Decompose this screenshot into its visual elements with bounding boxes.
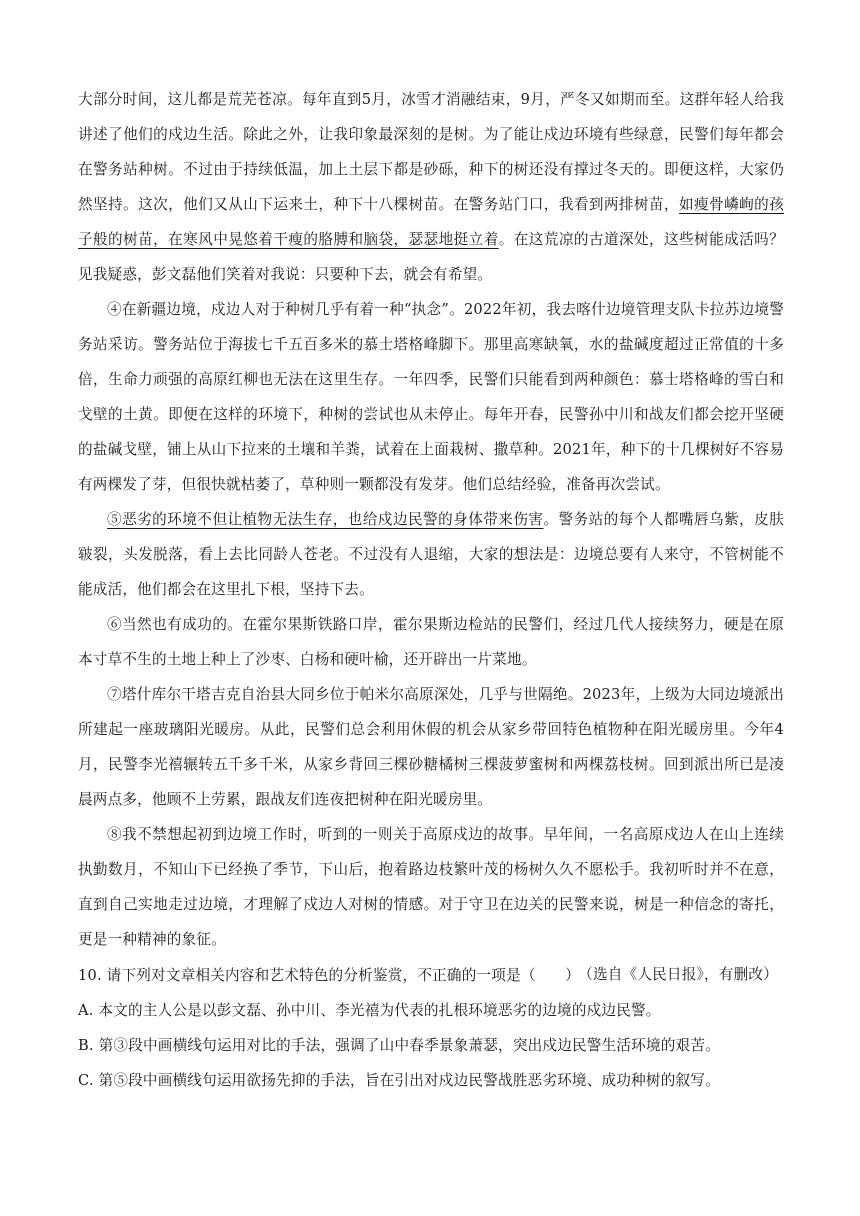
paragraph-7: ⑦塔什库尔干塔吉克自治县大同乡位于帕米尔高原深处，几乎与世隔绝。2023年，上级为大同边境派出所建起一座玻璃阳光暖房。从此，民警们总会利用休假的机会从家乡带回特色植物种在阳光暖房里。今年4月，民警李光禧辗转五千多千米，从家乡背回三棵砂糖橘树三棵菠萝蜜树和两棵荔枝树。回到派出所已是凌晨两点多，他顾不上劳累，跟战友们连夜把树种在阳光暖房里。 xyxy=(78,686,784,808)
question-stem: 10. 请下列对文章相关内容和艺术特色的分析鉴赏，不正确的一项是（ ） xyxy=(78,967,581,984)
option-b: B. 第③段中画横线句运用对比的手法，强调了山中春季景象萧瑟，突出戍边民警生活环境的艰苦。 xyxy=(78,1037,720,1054)
option-a: A. 本文的主人公是以彭文磊、孙中川、李光禧为代表的扎根环境恶劣的边境的戍边民警。 xyxy=(78,1002,661,1019)
paragraph-6: ⑥当然也有成功的。在霍尔果斯铁路口岸，霍尔果斯边检站的民警们，经过几代人接续努力，硬是在原本寸草不生的土地上种上了沙枣、白杨和硬叶榆，还开辟出一片菜地。 xyxy=(78,616,784,668)
underlined-sentence-p3: 如瘦骨嶙峋的孩子般的树苗，在寒风中晃悠着干瘦的胳膊和脑袋，瑟瑟地挺立着 xyxy=(78,196,784,248)
question-block xyxy=(78,958,784,1098)
paragraph-8: ⑧我不禁想起初到边境工作时，听到的一则关于高原戍边的故事。早年间，一名高原戍边人在山上连续执勤数月，不知山下已经换了季节，下山后，抱着路边枝繁叶茂的杨树久久不愿松手。我初听时并不在意，直到自己实地走过边境，才理解了戍边人对树的情感。对于守卫在边关的民警来说，树是一种信念的寄托，更是一种精神的象征。 xyxy=(78,826,784,948)
paragraph-5: ⑤恶劣的环境不但让植物无法生存，也给戍边民警的身体带来伤害。警务站的每个人都嘴唇乌紫，皮肤皲裂，头发脱落，看上去比同龄人苍老。不过没有人退缩，大家的想法是：边境总要有人来守，不管树能不能成活，他们都会在这里扎下根，坚持下去。 xyxy=(78,511,785,598)
source-citation: （选自《人民日报》，有删改） xyxy=(578,966,778,983)
paragraph-4: ④在新疆边境，戍边人对于种树几乎有着一种“执念”。2022年初，我去喀什边境管理支队卡拉苏边境警务站采访。警务站位于海拔七千五百多米的慕士塔格峰脚下。那里高寒缺氧，水的盐碱度超过正常值的十多倍，生命力顽强的高原红柳也无法在这里生存。一年四季，民警们只能看到两种颜色：慕士塔格峰的雪白和戈壁的土黄。即便在这样的环境下，种树的尝试也从未停止。每年开春，民警孙中川和战友们都会挖开坚硬的盐碱戈壁，铺上从山下拉来的土壤和羊粪，试着在上面栽树、撒草种。2021年，种下的十几棵树好不容易有两棵发了芽，但很快就枯萎了，草种则一颗都没有发芽。他们总结经验，准备再次尝试。 xyxy=(78,301,784,493)
article-body xyxy=(78,82,784,992)
paragraph-3: 大部分时间，这儿都是荒芜苍凉。每年直到5月，冰雪才消融结束，9月，严冬又如期而至。这群年轻人给我讲述了他们的戍边生活。除此之外，让我印象最深刻的是树。为了能让戍边环境有些绿意，民警们每年都会在警务站种树。不过由于持续低温，加上土层下都是砂砾，种下的树还没有撑过冬天的。即便这样，大家仍然坚持。这次，他们又从山下运来土，种下十八棵树苗。在警务站门口，我看到两排树苗，如瘦骨嶙峋的孩子般的树苗，在寒风中晃悠着干瘦的胳膊和脑袋，瑟瑟地挺立着。在这荒凉的古道深处，这些树能成活吗？见我疑惑，彭文磊他们笑着对我说：只要种下去，就会有希望。 xyxy=(78,91,784,283)
paragraph-5-number: ⑤ xyxy=(107,511,123,528)
option-c: C. 第⑤段中画横线句运用欲扬先抑的手法，旨在引出对戍边民警战胜恶劣环境、成功种树的叙写。 xyxy=(78,1072,720,1089)
underlined-sentence-p5: 恶劣的环境不但让植物无法生存，也给戍边民警的身体带来伤害 xyxy=(122,511,544,528)
